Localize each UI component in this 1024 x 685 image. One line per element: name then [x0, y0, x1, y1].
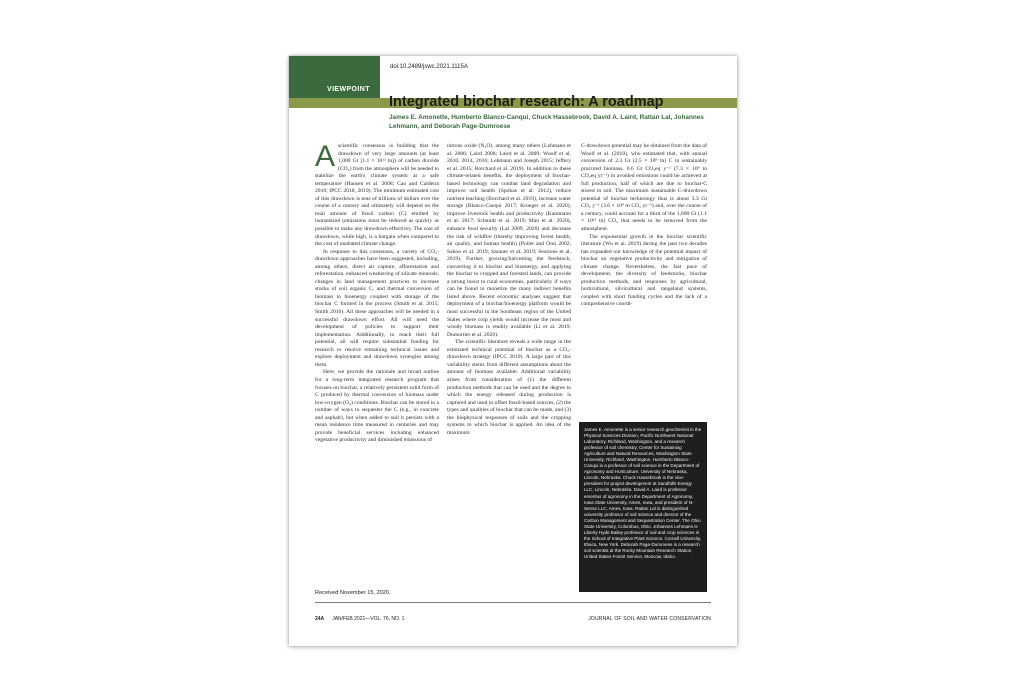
- journal-name: JOURNAL OF SOIL AND WATER CONSERVATION: [588, 616, 711, 622]
- paragraph: nitrous oxide (N₂O), among many others (Lehmann et al. 2006; Laird 2008; Laird et al. 2009; Woolf et al. 2010, 2014, 2016; Lehmann and Joseph 2015; Jeffery et al. 2015; Borchard et al. 2019). In addition to these climate-related benefits, the deployment of biochar-based technology can combat land degradation and improve soil health (Spokas et al. 2012), reduce nutrient leaching (Borchard et al. 2019), increase water storage (Blanco-Canqui 2017; Kroeger et al. 2020), improve livestock health and productivity (Kammann et al. 2017; Schmidt et al. 2019; Man et al. 2020), enhance food security (Lal 2009, 2020) and decrease the risk of wildfire (thereby improving forest health, air quality, and human health) (Pollet and Omi 2002; Sahoo et al. 2019; Sarauer et al. 2019; Sessions et al. 2019). Further, growing/harvesting the feedstock, converting it to biochar and bioenergy, and applying the biochar to cropped and forested lands, can provide a strong boost to rural economies, particularly if ways can be found to monetize the many indirect benefits listed above. Recent economic analyses suggest that deployment of a biochar/bioenergy platform would be most successful in the Southeast region of the United States where crop yields would increase the most and woody biomass is readily available (Li et al. 2019; Dumortier et al. 2020).: [447, 143, 571, 338]
- article-title: Integrated biochar research: A roadmap: [389, 94, 664, 110]
- drop-cap: A: [315, 140, 336, 173]
- paragraph: C-drawdown potential may be obtained from the data of Woolf et al. (2010), who estimated that, with annual conversion of 2.3 Gt (2.5 × 10⁹ tn) C in sustainably procured biomass, 6.6 Gt CO₂eq y⁻¹ (7.3 × 10⁹ tn CO₂eq yr⁻¹) in avoided emissions could be achieved at full production, half of which are due to biochar-C stored in soil. The maximum sustainable C-drawdown potential of biochar technology thus is about 3.3 Gt CO₂ y⁻¹ (3.6 × 10⁹ tn CO₂ yr⁻¹) and, over the course of a century, could account for a third of the 1,000 Gt (1.1 × 10¹² tn) CO₂ that needs to be removed from the atmosphere.: [581, 143, 707, 233]
- received-date: Received November 15, 2020.: [315, 590, 391, 596]
- author-bio-box: James E. Amonette is a senior research geochemist in the Physical Sciences Division, Pacific Northwest National Laboratory, Richland, Washington, and a research professor of soil chemistry, Center for Sustaining Agriculture and Natural Resources, Washington State University, Richland, Washington. Humberto Blanco-Canqui is a professor of soil science in the Department of Agronomy and Horticulture, University of Nebraska, Lincoln, Nebraska. Chuck Hassebrook is the vice-president for project development at Sandhills Energy LLC, Lincoln, Nebraska. David A. Laird is professor emeritus of agronomy in the Department of Agronomy, Iowa State University, Ames, Iowa, and president of N-Sense LLC, Ames, Iowa. Rattan Lal is distinguished university professor of soil science and director of the Carbon Management and Sequestration Center, The Ohio State University, Columbus, Ohio. Johannes Lehmann is Liberty Hyde Bailey professor of soil and crop sciences in the School of Integrative Plant Science, Cornell University, Ithaca, New York. Deborah Page-Dumroese is a research soil scientist at the Rocky Mountain Research Station, United States Forest Service, Moscow, Idaho.: [579, 422, 707, 592]
- section-label: VIEWPOINT: [327, 86, 370, 93]
- footer-rule: [315, 602, 711, 603]
- text-column-1: [315, 140, 439, 445]
- footer-left: [315, 616, 404, 622]
- paragraph: scientific consensus is building that the drawdown of very large amounts (at least 1,000 Gt [1.1 × 10¹² tn]) of carbon dioxide (CO₂) from the atmosphere will be needed to stabilize the earth's climate system at a safe temperature (Hansen et al. 2008; Cao and Caldeira 2010; IPCC 2018, 2019). The minimum estimated cost of this drawdown is tens of trillions of dollars over the course of a century and ultimately will depend on the total amount of fossil carbon (C) emitted by humankind (emissions must be reduced as quickly as possible to make any drawdown effective). The cost of drawdown, while high, is a bargain when compared to the cost of unabated climate change.: [315, 143, 439, 248]
- paragraph: In response to this consensus, a variety of CO₂-drawdown approaches have been suggested, including, among others, direct air capture, afforestation and reforestation, enhanced weathering of silicate minerals, changes in land management practices to increase stocks of soil organic C, and thermal conversion of biomass to bioenergy coupled with storage of the biochar C formed in the process (Smith et al. 2015; Smith 2016). All these approaches will be needed in a successful drawdown effort. All will need the development of policies to support their implementation. Additionally, to reach their full potential, all will require substantial funding for research to resolve remaining technical issues and explore deployment and drawdown synergies among them.: [315, 248, 439, 368]
- author-list: James E. Amonette, Humberto Blanco-Canqui, Chuck Hassebrook, David A. Laird, Rattan Lal, Johannes Lehmann, and Deborah Page-Dumroese: [389, 114, 704, 130]
- paragraph: Here, we provide the rationale and broad outline for a long-term integrated research program that focuses on biochar, a relatively persistent solid form of C produced by thermal conversion of biomass under low-oxygen (O₂) conditions. Biochar can be stored in a number of ways to sequester the C (e.g., in concrete and asphalt), but when added to soil it persists with a mean residence time measured in centuries and may provide beneficial services including enhanced vegetative productivity and diminished emissions of: [315, 369, 439, 444]
- paragraph: The scientific literature reveals a wide range in the estimated technical potential of biochar as a CO₂-drawdown strategy (IPCC 2019). A large part of this variability stems from different assumptions about the amount of biomass available. Additional variability arises from consideration of (1) the different production methods that can be used and the degree to which the energy released during production is captured and used to offset fossil-based sources, (2) the types and qualities of biochar that can be made, and (3) the biophysical responses of soils and the cropping systems to which biochar is applied. An idea of the maximum: [447, 339, 572, 436]
- issue-info: JAN/FEB 2021—VOL. 76, NO. 1: [332, 616, 405, 622]
- text-column-2: [447, 143, 571, 437]
- doi: doi:10.2489/jswc.2021.1115A: [390, 64, 468, 70]
- paragraph: The exponential growth in the biochar scientific literature (Wu et al. 2019) during the past two decades has expanded our knowledge of the potential impact of biochar on vegetative productivity and mitigation of climate change. Nevertheless, the fast pace of development, the diversity of feedstocks, biochar production methods, and responses by agricultural, horticultural, silvicultural and rangeland systems, coupled with short funding cycles and the lack of a comprehensive coordi-: [581, 233, 707, 308]
- text-column-3: [581, 143, 707, 309]
- page-number: 24A: [315, 616, 325, 622]
- viewpoint-bar: [289, 98, 380, 108]
- journal-page: [289, 56, 737, 646]
